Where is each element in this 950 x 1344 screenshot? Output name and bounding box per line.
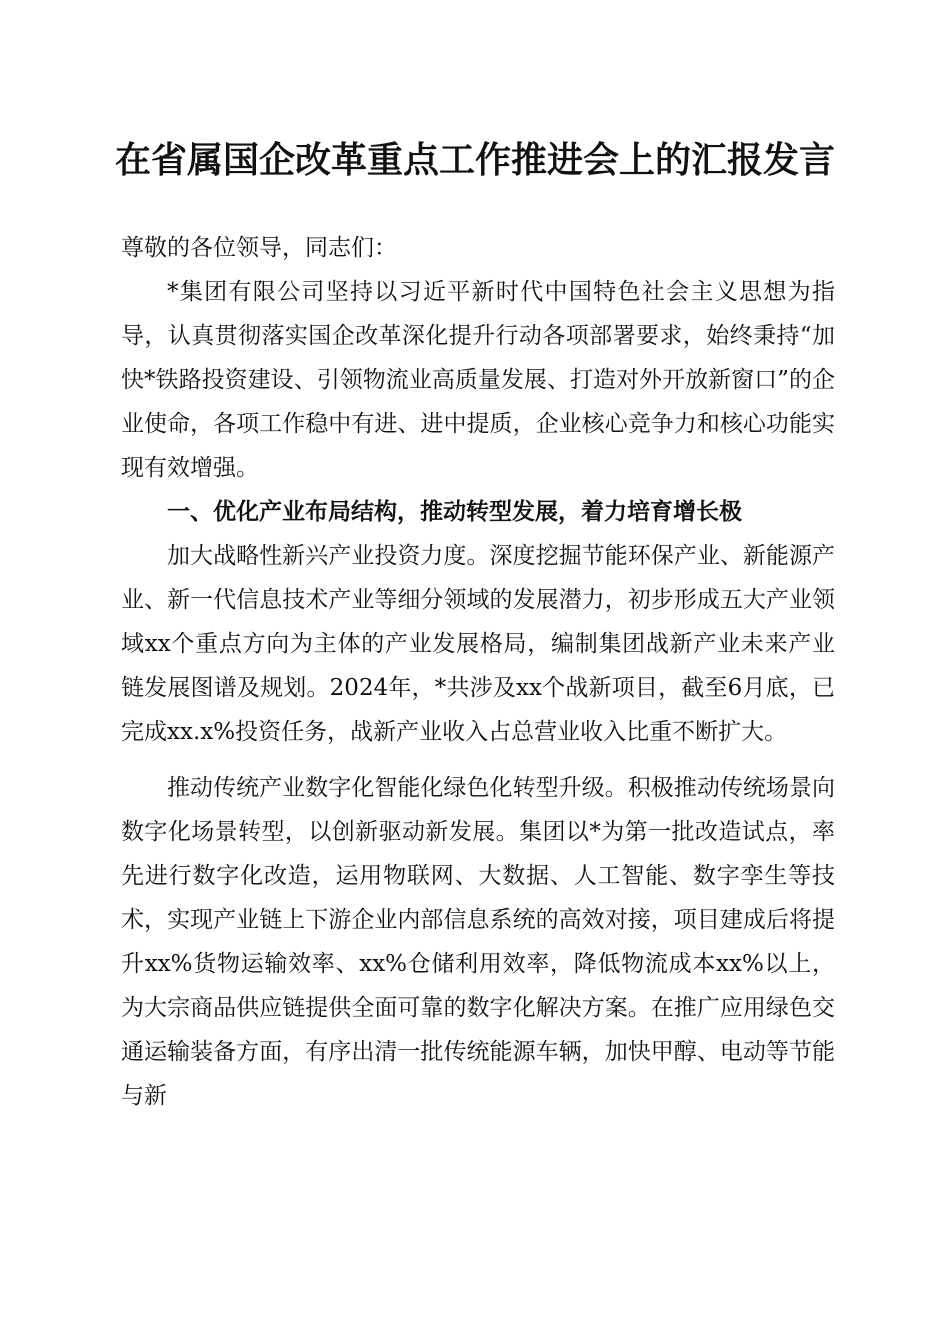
greeting: 尊敬的各位领导，同志们： bbox=[121, 235, 397, 261]
paragraph-digital-transformation: 推动传统产业数字化智能化绿色化转型升级。积极推动传统场景向数字化场景转型，以创新驱动新发展。集团以*为第一批改造试点，率先进行数字化改造，运用物联网、大数据、人工智能、数字孪生等技术，实现产业链上下游企业内部信息系统的高效对接，项目建成后将提升xx%货物运输效率、xx%仓储利用效率，降低物流成本xx%以上，为大宗商品供应链提供全面可靠的数字化解决方案。在推广应用绿色交通运输装备方面，有序出清一批传统能源车辆，加快甲醇、电动等节能与新 bbox=[121, 775, 836, 1109]
section-heading: 一、优化产业布局结构，推动转型发展，着力培育增长极 bbox=[167, 498, 742, 525]
document-title: 在省属国企改革重点工作推进会上的汇报发言 bbox=[114, 139, 835, 181]
paragraph-strategic-industries: 加大战略性新兴产业投资力度。深度挖掘节能环保产业、新能源产业、新一代信息技术产业等细分领域的发展潜力，初步形成五大产业领域xx个重点方向为主体的产业发展格局，编制集团战新产业未来产业链发展图谱及规划。2024年，*共涉及xx个战新项目，截至6月底，已完成xx.x%投资任务，战新产业收入占总营业收入比重不断扩大。 bbox=[121, 543, 835, 745]
intro-paragraph: *集团有限公司坚持以习近平新时代中国特色社会主义思想为指导，认真贯彻落实国企改革深化提升行动各项部署要求，始终秉持“加快*铁路投资建设、引领物流业高质量发展、打造对外开放新窗口”的企业使命，各项工作稳中有进、进中提质，企业核心竞争力和核心功能实现有效增强。 bbox=[121, 279, 835, 481]
document-body bbox=[121, 226, 835, 1118]
